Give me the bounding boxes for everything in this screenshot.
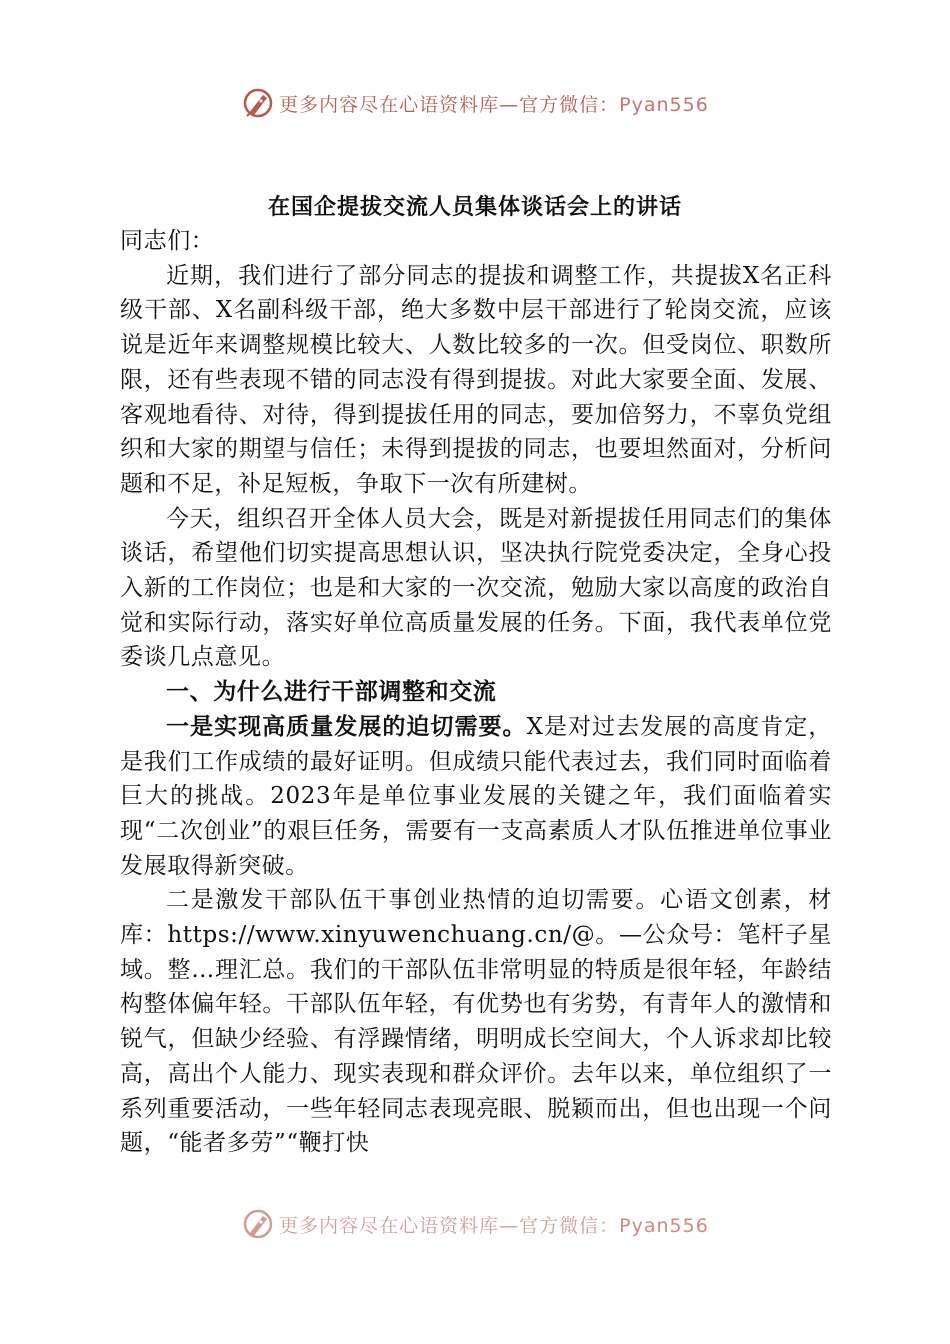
section-heading-1: 一、为什么进行干部调整和交流 [166, 679, 497, 706]
header-watermark-banner [0, 82, 950, 124]
salutation: 同志们： [120, 228, 215, 254]
point-2-paragraph: 二是激发干部队伍干事创业热情的迫切需要。心语文创素，材库：https://www.xinyuwenchuang.cn/@。—公众号：笔杆子星域。整…理汇总。我们的干部队伍非常明显的特质是很年轻，年龄结构整体偏年轻。干部队伍年轻，有优势也有劣势，有青年人的激情和锐气，但缺少经验、有浮躁情绪，明明成长空间大，个人诉求却比较高，高出个人能力、现实表现和群众评价。去年以来，单位组织了一系列重要活动，一些年轻同志表现亮眼、脱颖而出，但也出现一个问题，“能者多劳”“鞭打快 [120, 887, 832, 1157]
pen-nib-logo-icon [241, 86, 275, 120]
footer-banner-text [279, 1211, 709, 1238]
footer-pen-nib-logo-icon [241, 1207, 275, 1241]
paragraph-1: 近期，我们进行了部分同志的提拔和调整工作，共提拔X名正科级干部、X名副科级干部，绝大多数中层干部进行了轮岗交流，应该说是近年来调整规模比较大、人数比较多的一次。但受岗位、职数所限，还有些表现不错的同志没有得到提拔。对此大家要全面、发展、客观地看待、对待，得到提拔任用的同志，要加倍努力，不辜负党组织和大家的期望与信任；未得到提拔的同志，也要坦然面对，分析问题和不足，补足短板，争取下一次有所建树。 [120, 262, 832, 497]
footer-wechat-id: Pyan556 [619, 1214, 709, 1237]
point-1-body: X是对过去发展的高度肯定，是我们工作成绩的最好证明。但成绩只能代表过去，我们同时面临着巨大的挑战。2023年是单位事业发展的关键之年，我们面临着实现“二次创业”的艰巨任务，需要有一支高素质人才队伍推进单位事业发展取得新突破。 [120, 713, 832, 879]
footer-watermark-banner [0, 1203, 950, 1245]
paragraph-2: 今天，组织召开全体人员大会，既是对新提拔任用同志们的集体谈话，希望他们切实提高思想认识，坚决执行院党委决定，全身心投入新的工作岗位；也是和大家的一次交流，勉励大家以高度的政治自觉和实际行动，落实好单位高质量发展的任务。下面，我代表单位党委谈几点意见。 [120, 505, 832, 671]
point-1-lead: 一是实现高质量发展的迫切需要。 [166, 713, 527, 740]
footer-banner-label: 更多内容尽在心语资料库—官方微信： [279, 1214, 620, 1237]
header-banner-text [279, 90, 709, 117]
document-title: 在国企提拔交流人员集体谈话会上的讲话 [267, 195, 682, 220]
point-1-paragraph [120, 710, 832, 884]
document-body [120, 224, 832, 1161]
header-wechat-id: Pyan556 [619, 93, 709, 116]
header-banner-label: 更多内容尽在心语资料库—官方微信： [279, 93, 620, 116]
